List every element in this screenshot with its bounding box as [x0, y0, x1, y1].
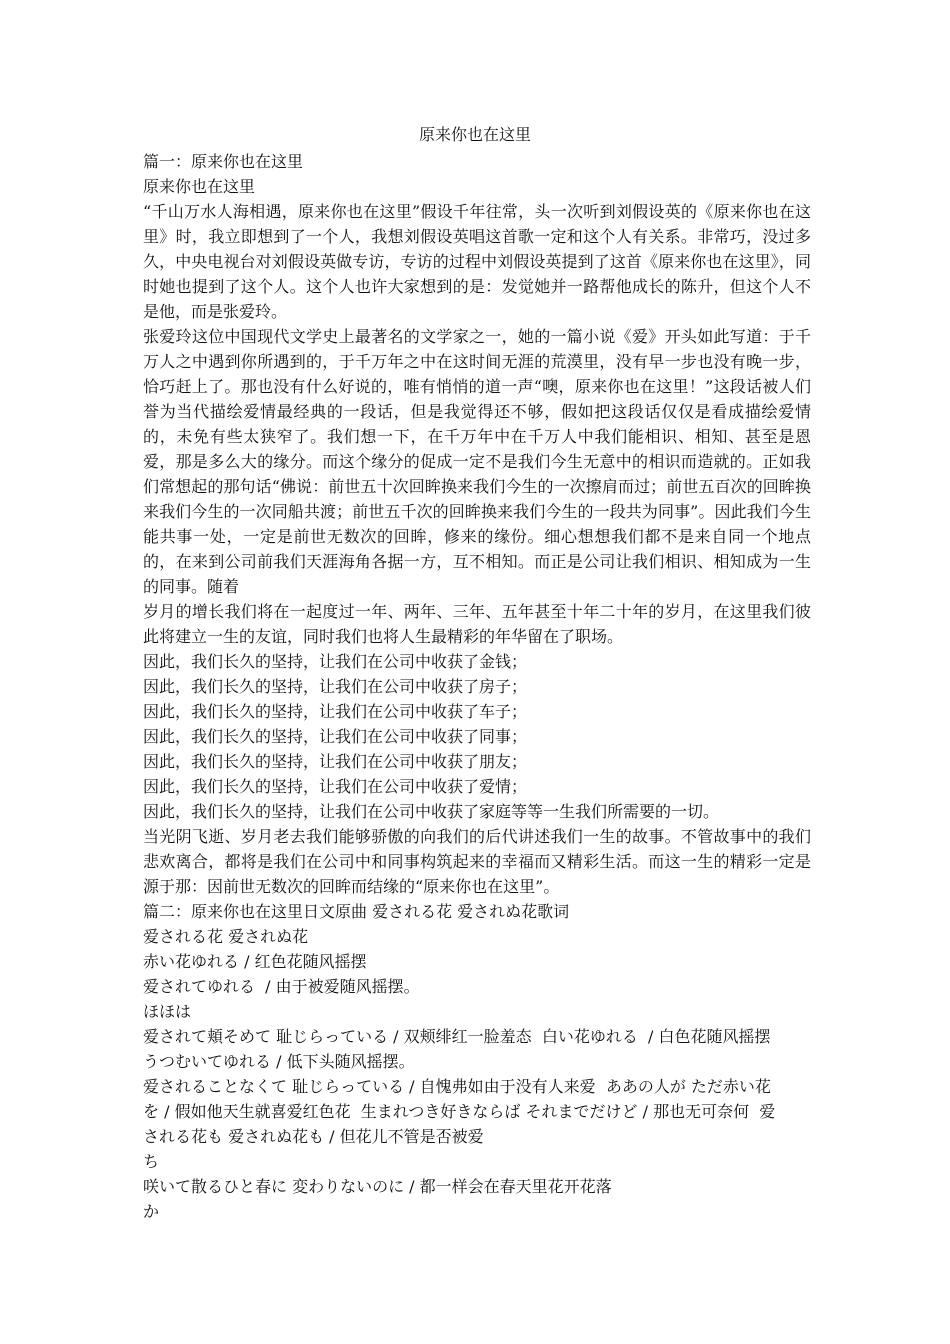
paragraph-2: 张爱玲这位中国现代文学史上最著名的文学家之一，她的一篇小说《爱》开头如此写道：于千万人之中遇到你所遇到的，于千万年之中在这时间无涯的荒漠里，没有早一步也没有晚一步，恰巧赶上了。那也没有什么好说的，唯有悄悄的道一声“噢，原来你也在这里！”这段话被人们誉为当代描绘爱情最经典的一段话，但是我觉得还不够，假如把这段话仅仅是看成描绘爱情的，未免有些太狭窄了。我们想一下，在千万年中在千万人中我们能相识、相知、甚至是恩爱，那是多么大的缘分。而这个缘分的促成一定不是我们今生无意中的相识而造就的。正如我们常想起的那句话“佛说：前世五十次回眸换来我们今生的一次擦肩而过；前世五百次的回眸换来我们今生的一次同船共渡；前世五千次的回眸换来我们今生的一段共为同事”。因此我们今生能共事一处，一定是前世无数次的回眸，修来的缘份。细心想想我们都不是来自同一个地点的，在来到公司前我们天涯海角各据一方，互不相知。而正是公司让我们相识、相知成为一生的同事。随着 — [143, 327, 811, 596]
harvest-line: 因此，我们长久的坚持，让我们在公司中收获了爱情； — [143, 777, 528, 796]
lyric-line: される花も 爱されぬ花も / 但花儿不管是否被爱 — [143, 1127, 484, 1146]
paragraph-3: 岁月的增长我们将在一起度过一年、两年、三年、五年甚至十年二十年的岁月，在这里我们彼此将建立一生的友谊，同时我们也将人生最精彩的年华留在了职场。 — [143, 602, 811, 646]
lyric-line: 爱されて頬そめて 耻じらっている / 双颊绯红一脸羞态 白い花ゆれる / 白色花随风摇摆 — [143, 1027, 771, 1046]
harvest-line: 因此，我们长久的坚持，让我们在公司中收获了朋友； — [143, 752, 528, 771]
part1-heading: 篇一：原来你也在这里 — [143, 152, 304, 171]
paragraph-4: 当光阴飞逝、岁月老去我们能够骄傲的向我们的后代讲述我们一生的故事。不管故事中的我们悲欢离合，都将是我们在公司中和同事构筑起来的幸福而又精彩生活。而这一生的精彩一定是源于那：因前世无数次的回眸而结缘的“原来你也在这里”。 — [143, 827, 811, 896]
harvest-line: 因此，我们长久的坚持，让我们在公司中收获了车子； — [143, 702, 528, 721]
harvest-line: 因此，我们长久的坚持，让我们在公司中收获了房子； — [143, 677, 528, 696]
lyric-line: 赤い花ゆれる / 红色花随风摇摆 — [143, 952, 367, 971]
document-body — [143, 149, 811, 1224]
lyric-line: 咲いて散るひと春に 変わりないのに / 都一样会在春天里花开花落 — [143, 1177, 612, 1196]
harvest-line: 因此，我们长久的坚持，让我们在公司中收获了金钱； — [143, 652, 528, 671]
lyric-line: 爱されることなくて 耻じらっている / 自愧弗如由于没有人来爱 ああの人が ただ赤い花 — [143, 1077, 771, 1096]
lyric-line: か — [143, 1202, 160, 1221]
harvest-line: 因此，我们长久的坚持，让我们在公司中收获了家庭等等一生我们所需要的一切。 — [143, 802, 720, 821]
lyric-line: うつむいてゆれる / 低下头随风摇摆。 — [143, 1052, 415, 1071]
part1-subtitle: 原来你也在这里 — [143, 177, 256, 196]
lyric-line: 爱される花 爱されぬ花 — [143, 927, 309, 946]
lyric-line: 爱されてゆれる / 由于被爱随风摇摆。 — [143, 977, 420, 996]
harvest-line: 因此，我们长久的坚持，让我们在公司中收获了同事； — [143, 727, 528, 746]
lyric-line: を / 假如他天生就喜爱红色花 生まれつき好きならば それまでだけど / 那也无可奈何 爱 — [143, 1102, 776, 1121]
paragraph-1: “千山万水人海相遇，原来你也在这里”假设千年往常，头一次听到刘假设英的《原来你也在这里》时，我立即想到了一个人，我想刘假设英唱这首歌一定和这个人有关系。非常巧，没过多久，中央电视台对刘假设英做专访，专访的过程中刘假设英提到了这首《原来你也在这里》，同时她也提到了这个人。这个人也许大家想到的是：发觉她并一路帮他成长的陈升，但这个人不是他，而是张爱玲。 — [143, 202, 811, 321]
lyric-line: ほほは — [143, 1002, 192, 1021]
lyric-line: ち — [143, 1152, 160, 1171]
part2-heading: 篇二：原来你也在这里日文原曲 爱される花 爱されぬ花歌词 — [143, 902, 570, 921]
document-title: 原来你也在这里 — [418, 125, 531, 144]
